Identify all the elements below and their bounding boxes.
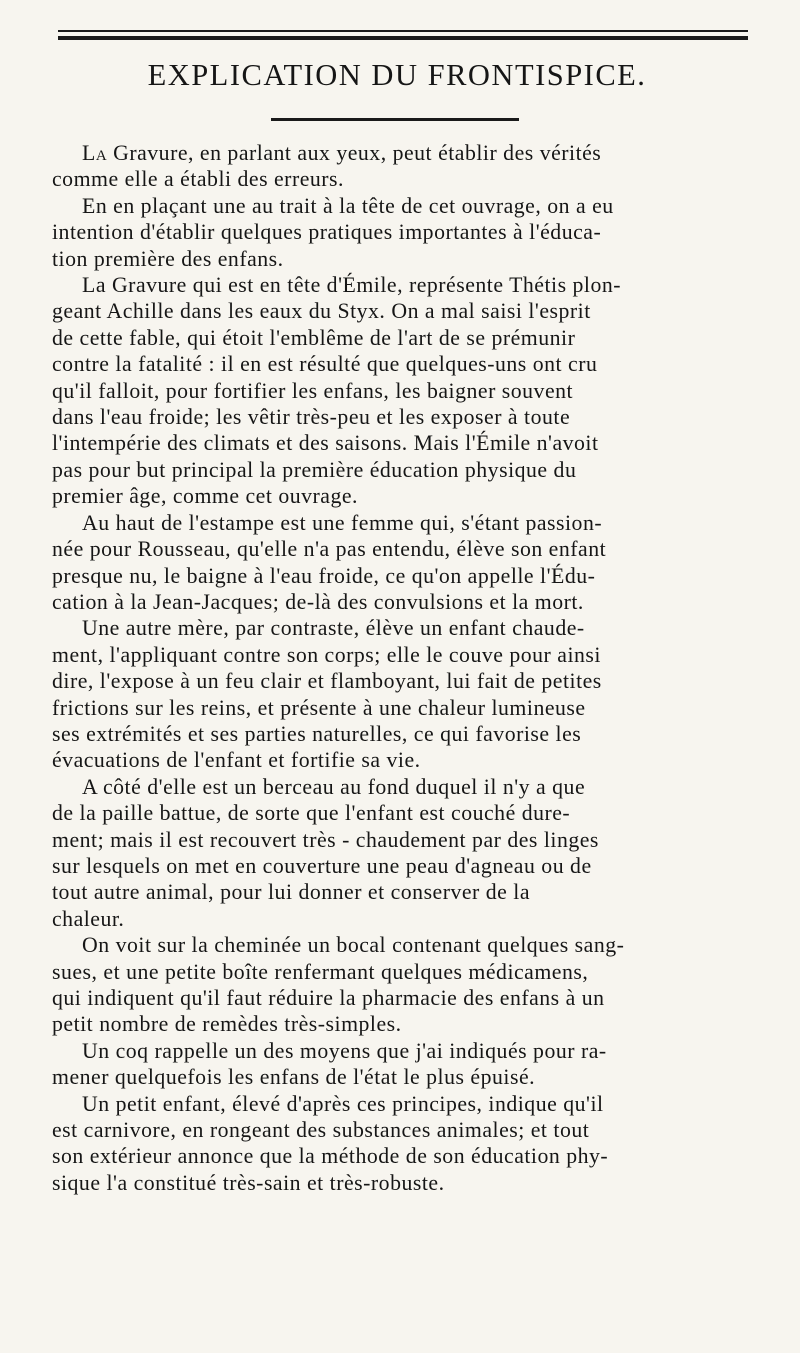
line-text: Gravure, en parlant aux yeux, peut établir des vérités xyxy=(113,141,602,165)
text-line: presque nu, le baigne à l'eau froide, ce qu'on appelle l'Édu- xyxy=(52,563,596,588)
text-line: son extérieur annonce que la méthode de son éducation phy- xyxy=(52,1144,609,1169)
paragraph xyxy=(52,615,772,773)
text-line: petit nombre de remèdes très-simples. xyxy=(52,1012,402,1037)
text-line: En en plaçant une au trait à la tête de cet ouvrage, on a eu xyxy=(82,193,614,218)
text-line: tout autre animal, pour lui donner et conserver de la xyxy=(52,880,531,905)
header-rule-thin xyxy=(58,30,748,32)
paragraph xyxy=(52,193,772,272)
text-line: contre la fatalité : il en est résulté que quelques-uns ont cru xyxy=(52,352,598,377)
paragraph xyxy=(52,510,772,616)
text-line: ment, l'appliquant contre son corps; elle le couve pour ainsi xyxy=(52,642,601,667)
text-line: premier âge, comme cet ouvrage. xyxy=(52,484,358,509)
text-line: ses extrémités et ses parties naturelles, ce qui favorise les xyxy=(52,721,582,746)
text-line: sur lesquels on met en couverture une peau d'agneau ou de xyxy=(52,853,592,878)
title-underline xyxy=(271,118,519,121)
text-line: A côté d'elle est un berceau au fond duquel il n'y a que xyxy=(82,774,586,799)
text-line: sique l'a constitué très-sain et très-robuste. xyxy=(52,1170,445,1195)
text-line: Une autre mère, par contraste, élève un enfant chaude- xyxy=(82,616,585,641)
text-line: évacuations de l'enfant et fortifie sa vie. xyxy=(52,748,421,773)
text-line: née pour Rousseau, qu'elle n'a pas entendu, élève son enfant xyxy=(52,537,607,562)
text-line: On voit sur la cheminée un bocal contenant quelques sang- xyxy=(82,933,625,958)
text-line: mener quelquefois les enfans de l'état le plus épuisé. xyxy=(52,1065,536,1090)
paragraph xyxy=(52,932,772,1038)
text-line: frictions sur les reins, et présente à une chaleur lumineuse xyxy=(52,695,586,720)
text-line: de la paille battue, de sorte que l'enfant est couché dure- xyxy=(52,801,571,826)
text-line: sues, et une petite boîte renfermant quelques médicamens, xyxy=(52,959,589,984)
text-line: Un petit enfant, élevé d'après ces principes, indique qu'il xyxy=(82,1091,604,1116)
text-line: cation à la Jean-Jacques; de-là des convulsions et la mort. xyxy=(52,589,584,614)
paragraph xyxy=(52,774,772,932)
text-line: ment; mais il est recouvert très - chaudement par des linges xyxy=(52,827,599,852)
text-line: geant Achille dans les eaux du Styx. On a mal saisi l'esprit xyxy=(52,299,591,324)
text-line: dans l'eau froide; les vêtir très-peu et les exposer à toute xyxy=(52,405,571,430)
text-line: pas pour but principal la première éducation physique du xyxy=(52,457,577,482)
paragraph xyxy=(52,1038,772,1091)
text-line: comme elle a établi des erreurs. xyxy=(52,167,344,192)
paragraph xyxy=(52,140,772,193)
text-line xyxy=(52,140,772,166)
text-line: de cette fable, qui étoit l'emblême de l'art de se prémunir xyxy=(52,325,576,350)
text-line: qu'il falloit, pour fortifier les enfans, les baigner souvent xyxy=(52,378,574,403)
paragraph xyxy=(52,272,772,510)
page-title: EXPLICATION DU FRONTISPICE. xyxy=(147,58,647,92)
text-line: est carnivore, en rongeant des substances animales; et tout xyxy=(52,1118,590,1143)
text-line: tion première des enfans. xyxy=(52,246,284,271)
body-text xyxy=(52,140,772,1196)
text-line: Au haut de l'estampe est une femme qui, s'étant passion- xyxy=(82,510,603,535)
header-rule-thick xyxy=(58,36,748,40)
text-line: dire, l'expose à un feu clair et flamboyant, lui fait de petites xyxy=(52,669,602,694)
text-line: chaleur. xyxy=(52,906,125,931)
lead-word: La xyxy=(82,141,108,165)
text-line: La Gravure qui est en tête d'Émile, représente Thétis plon- xyxy=(82,273,622,298)
paragraph xyxy=(52,1091,772,1197)
text-line: Un coq rappelle un des moyens que j'ai indiqués pour ra- xyxy=(82,1038,607,1063)
text-line: qui indiquent qu'il faut réduire la pharmacie des enfans à un xyxy=(52,986,605,1010)
text-line: l'intempérie des climats et des saisons. Mais l'Émile n'avoit xyxy=(52,431,599,456)
text-line: intention d'établir quelques pratiques importantes à l'éduca- xyxy=(52,220,602,245)
